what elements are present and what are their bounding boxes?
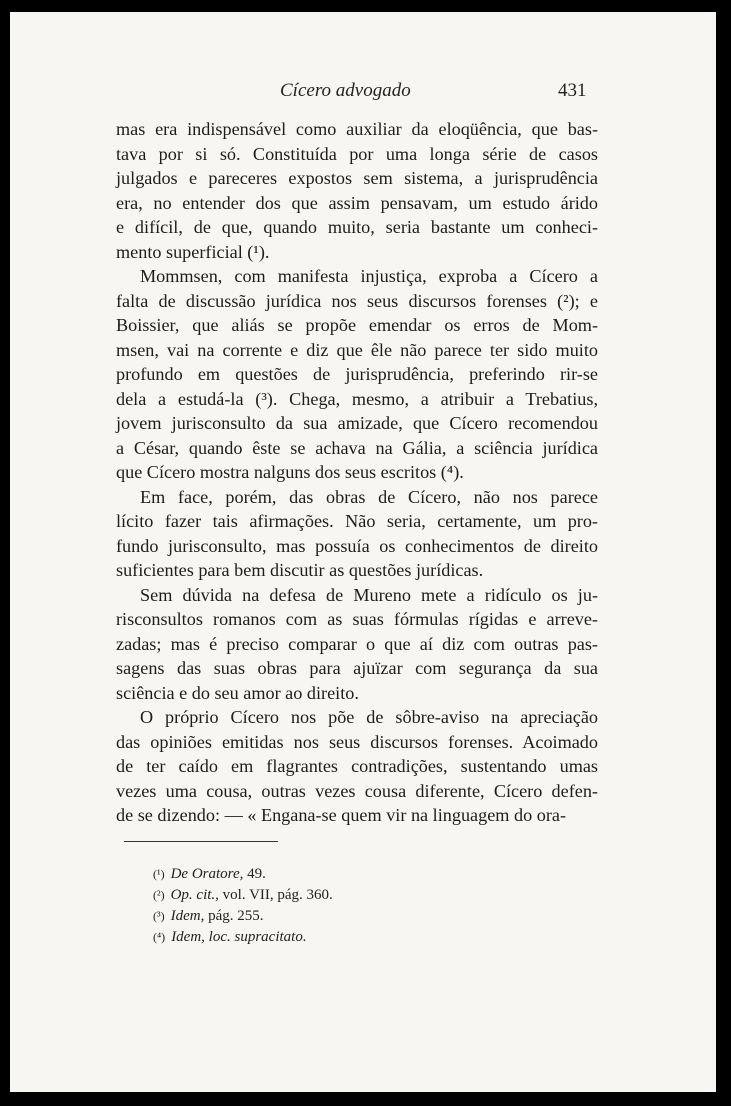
footnote (153, 927, 573, 948)
text-line: mas era indispensável como auxiliar da eloqüência, que bas- (116, 119, 598, 139)
footnote (153, 885, 573, 906)
text-line: msen, vai na corrente e diz que êle não parece ter sido muito (116, 339, 598, 360)
text-line: profundo em questões de jurisprudência, preferindo rir-se (116, 364, 598, 384)
text-line: das opiniões emitidas nos seus discursos forenses. Acoimado (116, 731, 598, 752)
text-line: O próprio Cícero nos põe de sôbre-aviso na apreciação (140, 707, 598, 727)
footnote-number: (³) (153, 909, 165, 923)
footnotes (153, 864, 573, 948)
text-line: dela a estudá-la (³). Chega, mesmo, a atribuir a Trebatius, (116, 388, 598, 409)
running-head (10, 78, 716, 108)
text-line: zadas; mas é preciso comparar o que aí diz com outras pas- (116, 633, 598, 654)
paragraph (116, 117, 598, 264)
text-line: era, no entender dos que assim pensavam, um estudo árido (116, 192, 598, 213)
text-line: julgados e pareceres expostos sem sistema, a jurisprudência (116, 168, 598, 188)
text-line: sciência e do seu amor ao direito. (116, 682, 359, 703)
text-line: mento superficial (¹). (116, 241, 270, 262)
text-line: Mommsen, com manifesta injustiça, exproba a Cícero a (140, 266, 598, 286)
text-line: que Cícero mostra nalguns dos seus escritos (⁴). (116, 462, 464, 482)
footnote-rule (124, 841, 278, 842)
footnote-source: Idem, (170, 908, 205, 924)
text-line: de ter caído em flagrantes contradições, sustentando umas (116, 756, 598, 776)
text-line: jovem jurisconsulto da sua amizade, que Cícero recomendou (116, 413, 598, 433)
body-text (116, 117, 598, 828)
footnote (153, 906, 573, 927)
text-line: risconsultos romanos com as suas fórmulas rígidas e arreve- (116, 609, 598, 629)
paragraph (116, 583, 598, 706)
footnote-detail: pág. 255. (204, 908, 264, 924)
footnote-number: (⁴) (153, 930, 166, 944)
footnote-number: (¹) (153, 867, 165, 881)
text-line: de se dizendo: — « Engana-se quem vir na linguagem do ora- (116, 805, 566, 825)
footnote-detail: vol. VII, pág. 360. (218, 887, 333, 903)
text-line: falta de discussão jurídica nos seus discursos forenses (²); e (116, 290, 598, 311)
book-page (10, 12, 716, 1092)
text-line: Boissier, que aliás se propõe emendar os erros de Mom- (116, 315, 598, 335)
text-line: tava por si só. Constituída por uma longa série de casos (116, 143, 598, 164)
text-line: suficientes para bem discutir as questões jurídicas. (116, 560, 484, 580)
paragraph (116, 264, 598, 485)
paragraph (116, 485, 598, 583)
footnote (153, 864, 573, 885)
paragraph (116, 705, 598, 828)
footnote-source: Idem, loc. supracitato. (171, 929, 307, 945)
text-line: e difícil, de que, quando muito, seria bastante um conheci- (116, 217, 598, 237)
text-line: sagens das suas obras para ajuïzar com segurança da sua (116, 658, 598, 678)
text-line: Sem dúvida na defesa de Mureno mete a ridículo os ju- (140, 584, 598, 605)
text-line: lícito fazer tais afirmações. Não seria, certamente, um pro- (116, 511, 598, 531)
running-head-title: Cícero advogado (280, 80, 411, 101)
footnote-source: Op. cit., (170, 887, 219, 903)
text-line: Em face, porém, das obras de Cícero, não nos parece (140, 486, 598, 507)
text-line: fundo jurisconsulto, mas possuía os conhecimentos de direito (116, 535, 598, 556)
text-line: vezes uma cousa, outras vezes cousa diferente, Cícero defen- (116, 780, 598, 801)
text-line: a César, quando êste se achava na Gália, a sciência jurídica (116, 437, 598, 458)
footnote-source: De Oratore, (170, 866, 244, 882)
footnote-number: (²) (153, 888, 165, 902)
page-number: 431 (558, 80, 587, 101)
footnote-detail: 49. (243, 866, 266, 882)
